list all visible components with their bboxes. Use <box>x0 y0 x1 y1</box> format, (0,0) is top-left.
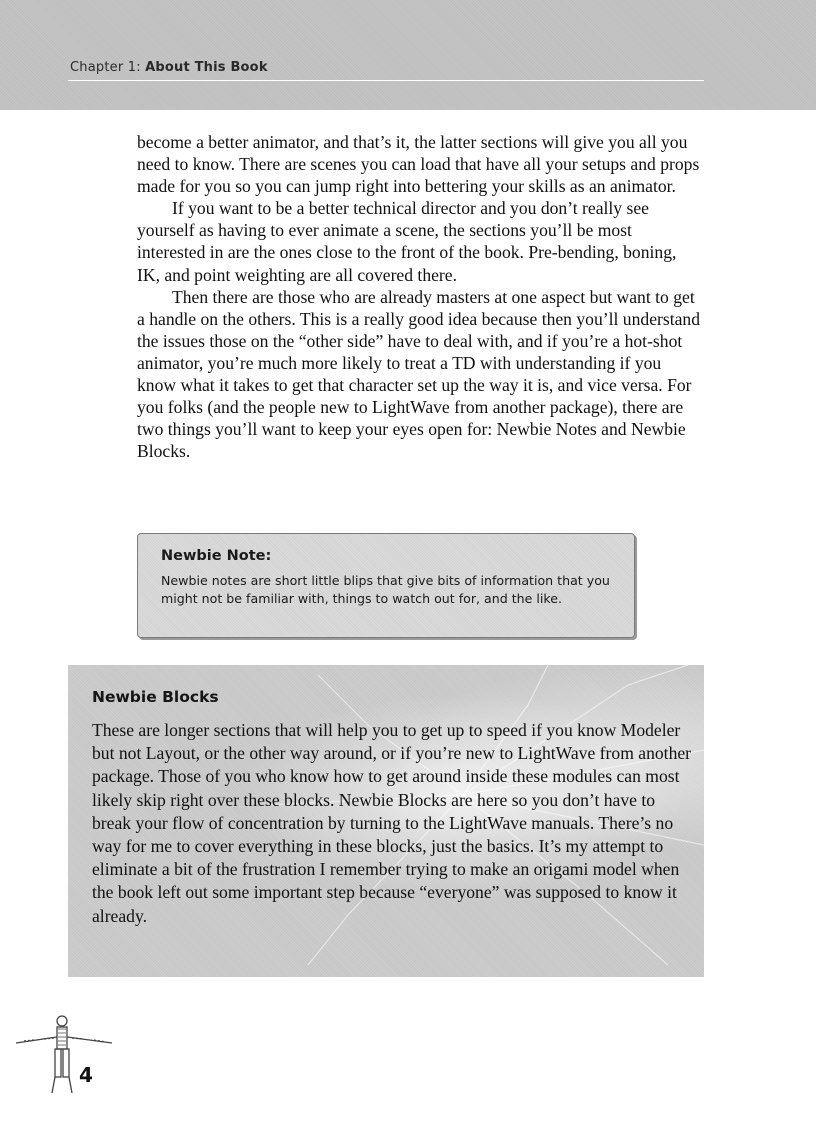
body-paragraph: If you want to be a better technical director and you don’t really see yourself as having to ever animate a scene, the sections you’ll be most interested in are the ones close to the front of the book. Pre-bending, boning, IK, and point weighting are all covered there. <box>137 198 677 285</box>
character-figure-icon <box>14 1013 114 1113</box>
body-text <box>137 131 703 462</box>
body-paragraph: Then there are those who are already masters at one aspect but want to get a handle on the others. This is a really good idea because then you’ll understand the issues those on the “other side” have to deal with, and if you’re a hot-shot animator, you’re much more likely to treat a TD with understanding if you know what it takes to get that character set up the way it is, and vice versa. For you folks (and the people new to LightWave from another package), there are two things you’ll want to keep your eyes open for: Newbie Notes and Newbie Blocks. <box>137 286 700 462</box>
body-paragraph: become a better animator, and that’s it, the latter sections will give you all you need to know. There are scenes you can load that have all your setups and props made for you so you can jump right into bettering your skills as an animator. <box>137 132 700 197</box>
running-header <box>0 0 816 110</box>
header-rule <box>68 80 704 81</box>
newbie-blocks-title: Newbie Blocks <box>92 688 219 706</box>
chapter-label: Chapter 1 <box>70 60 137 75</box>
newbie-note-text: Newbie notes are short little blips that give bits of information that you might not be familiar with, things to watch out for, and the like. <box>161 573 610 606</box>
newbie-note-box <box>137 533 635 638</box>
newbie-blocks-text: These are longer sections that will help you to get up to speed if you know Modeler but not Layout, or the other way around, or if you’re new to LightWave from another package. Those of you who know how to get around inside these modules can most likely skip right over these blocks. Newbie Blocks are here so you don’t have to break your flow of concentration by turning to the LightWave manuals. There’s no way for me to cover everything in these blocks, just the basics. It’s my attempt to eliminate a bit of the frustration I remember trying to make an origami model when the book left out some important step because “everyone” was supposed to know it already. <box>92 720 692 926</box>
newbie-note-title: Newbie Note: <box>161 548 272 564</box>
newbie-blocks-panel <box>68 665 704 977</box>
chapter-header <box>70 60 268 75</box>
page-number: 4 <box>79 1063 93 1087</box>
chapter-separator: : <box>136 60 146 75</box>
chapter-title: About This Book <box>145 60 268 75</box>
